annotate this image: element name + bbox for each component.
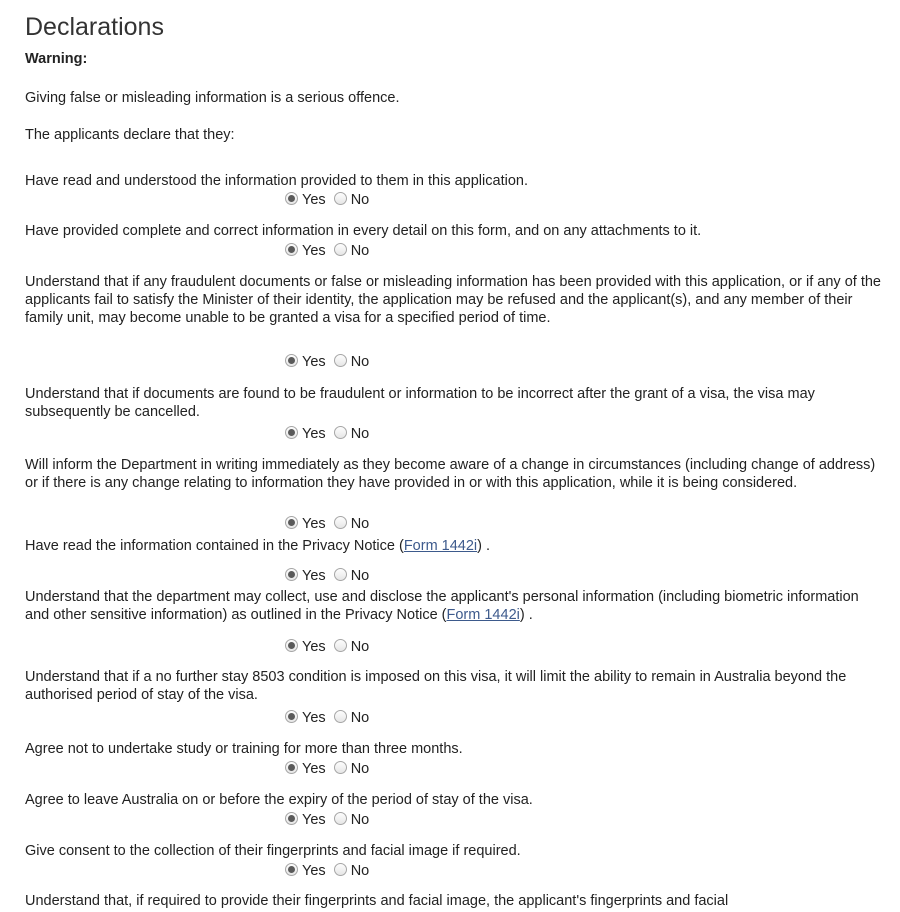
yes-radio[interactable] [285, 761, 298, 774]
yes-no-group [285, 353, 373, 371]
yes-no-group [285, 638, 373, 656]
privacy-notice-link[interactable]: Form 1442i [446, 607, 520, 623]
yes-label[interactable]: Yes [302, 354, 326, 370]
yes-label[interactable]: Yes [302, 761, 326, 777]
declaration-item [25, 791, 885, 809]
no-label[interactable]: No [350, 761, 370, 777]
yes-radio[interactable] [285, 863, 298, 876]
no-radio[interactable] [334, 243, 347, 256]
declaration-text-end: ) . [477, 538, 491, 554]
yes-radio[interactable] [285, 243, 298, 256]
yes-label[interactable]: Yes [302, 863, 326, 879]
declaration-text: Agree not to undertake study or training for more than three months. [25, 741, 463, 757]
no-label[interactable]: No [350, 426, 370, 442]
declaration-text: Understand that the department may collect, use and disclose the applicant's personal information (including biometric information and other sensitive information) as outlined in the Privacy Notice ( [25, 589, 859, 623]
yes-label[interactable]: Yes [302, 192, 326, 208]
yes-radio[interactable] [285, 710, 298, 723]
no-radio[interactable] [334, 516, 347, 529]
declaration-item [25, 172, 885, 190]
yes-radio[interactable] [285, 516, 298, 529]
declaration-item [25, 588, 885, 624]
yes-label[interactable]: Yes [302, 568, 326, 584]
yes-label[interactable]: Yes [302, 639, 326, 655]
yes-no-group [285, 191, 373, 209]
declaration-text: Understand that if a no further stay 8503 condition is imposed on this visa, it will limit the ability to remain in Australia beyond the authorised period of stay of the visa. [25, 669, 847, 703]
declaration-item [25, 222, 885, 240]
yes-radio[interactable] [285, 568, 298, 581]
no-label[interactable]: No [350, 863, 370, 879]
declaration-text: Agree to leave Australia on or before the expiry of the period of stay of the visa. [25, 792, 533, 808]
declaration-item [25, 740, 885, 758]
declaration-text: Have read and understood the information provided to them in this application. [25, 173, 528, 189]
yes-no-group [285, 242, 373, 260]
yes-radio[interactable] [285, 639, 298, 652]
no-radio[interactable] [334, 426, 347, 439]
no-label[interactable]: No [350, 639, 370, 655]
yes-label[interactable]: Yes [302, 516, 326, 532]
declaration-text: Will inform the Department in writing immediately as they become aware of a change in circumstances (including change of address) or if there is any change relating to information they have provided in or with this application, while it is being considered. [25, 457, 876, 491]
declaration-text: Give consent to the collection of their fingerprints and facial image if required. [25, 843, 521, 859]
declaration-text: Understand that, if required to provide their fingerprints and facial image, the applicant's fingerprints and facial [25, 893, 729, 909]
declaration-text: Have provided complete and correct information in every detail on this form, and on any attachments to it. [25, 223, 702, 239]
yes-no-group [285, 515, 373, 533]
declaration-item [25, 892, 885, 910]
yes-no-group [285, 862, 373, 880]
declaration-item [25, 537, 885, 555]
declaration-item [25, 842, 885, 860]
no-label[interactable]: No [350, 516, 370, 532]
privacy-notice-link[interactable]: Form 1442i [403, 538, 478, 554]
no-radio[interactable] [334, 192, 347, 205]
declaration-text-end: ) . [519, 607, 533, 623]
declaration-item [25, 273, 885, 327]
no-radio[interactable] [334, 639, 347, 652]
no-radio[interactable] [334, 710, 347, 723]
no-radio[interactable] [334, 568, 347, 581]
no-label[interactable]: No [350, 354, 370, 370]
yes-no-group [285, 567, 373, 585]
no-label[interactable]: No [350, 568, 370, 584]
yes-no-group [285, 760, 373, 778]
no-radio[interactable] [334, 354, 347, 367]
no-label[interactable]: No [350, 192, 370, 208]
declaration-item [25, 456, 885, 492]
yes-radio[interactable] [285, 192, 298, 205]
no-radio[interactable] [334, 812, 347, 825]
declaration-text: Have read the information contained in the Privacy Notice ( [25, 538, 404, 554]
no-label[interactable]: No [350, 243, 370, 259]
declaration-item [25, 668, 885, 704]
declaration-text: Understand that if documents are found to be fraudulent or information to be incorrect after the grant of a visa, the visa may subsequently be cancelled. [25, 386, 815, 420]
yes-label[interactable]: Yes [302, 812, 326, 828]
warning-label: Warning: [25, 51, 88, 67]
declaration-text: Understand that if any fraudulent documents or false or misleading information has been provided with this application, or if any of the applicants fail to satisfy the Minister of their identity, the application may be refused and the applicant(s), and any member of their family unit, may become unable to be granted a visa for a specified period of time. [25, 274, 881, 326]
yes-no-group [285, 425, 373, 443]
declare-intro: The applicants declare that they: [25, 127, 235, 143]
no-label[interactable]: No [350, 710, 370, 726]
yes-radio[interactable] [285, 426, 298, 439]
yes-no-group [285, 811, 373, 829]
false-info-warning: Giving false or misleading information is a serious offence. [25, 90, 400, 106]
page-title: Declarations [25, 13, 164, 41]
yes-radio[interactable] [285, 812, 298, 825]
no-radio[interactable] [334, 761, 347, 774]
yes-radio[interactable] [285, 354, 298, 367]
no-radio[interactable] [334, 863, 347, 876]
yes-label[interactable]: Yes [302, 243, 326, 259]
yes-label[interactable]: Yes [302, 426, 326, 442]
yes-no-group [285, 709, 373, 727]
yes-label[interactable]: Yes [302, 710, 326, 726]
no-label[interactable]: No [350, 812, 370, 828]
declaration-item [25, 385, 885, 421]
